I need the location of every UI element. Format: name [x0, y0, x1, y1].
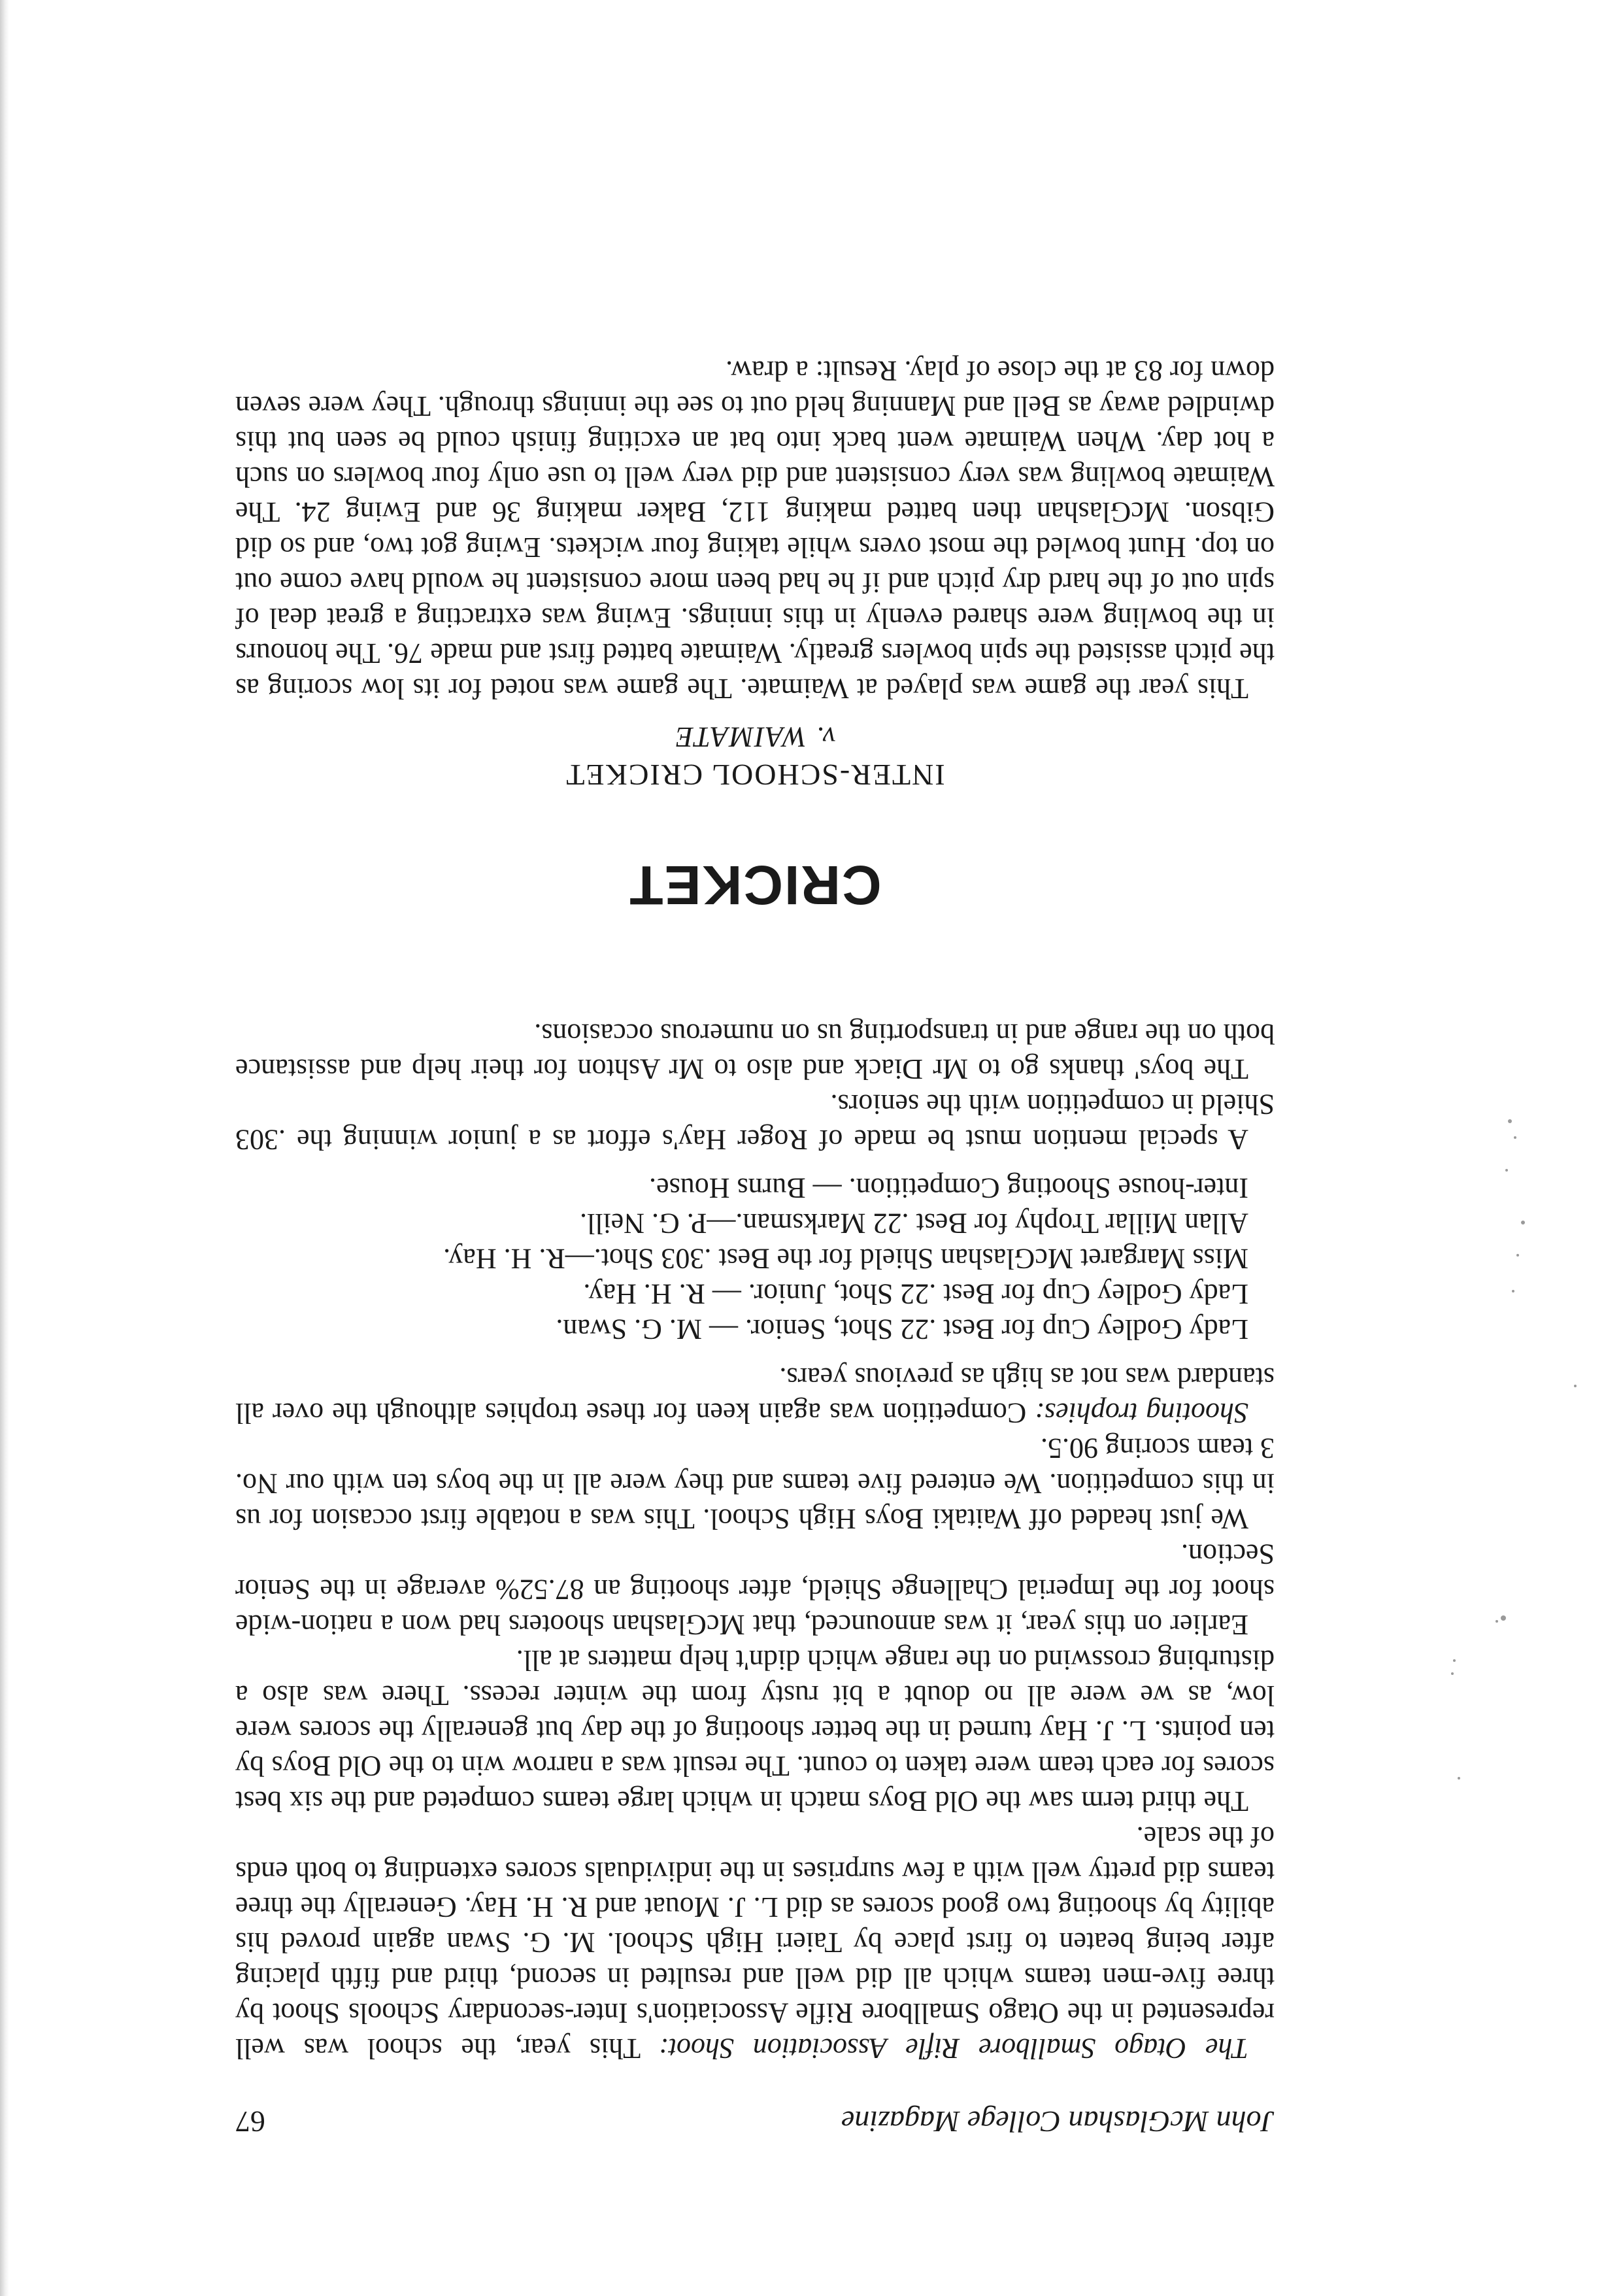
shooting-trophies-text: Competition was again keen for these trophies although the over all standard was not as high as previous years.	[235, 1362, 1275, 1429]
cricket-match-report: This year the game was played at Waimate. The game was noted for its low scoring as the pitch assisted the spin bowlers greatly. Waimate batted first and made 76. The honours in the bowling were shared evenly in this innings. Ewing was extracting a great deal of spin out of the hard dry pitch and if he had been more consistent he would have come out on top. Hunt bowled the most overs while taking four wickets. Ewing got two, and so did Gibson. McGlashan then batted making 112, Baker making 36 and Ewing 24. The Waimate bowling was very consistent and did very well to use only four bowlers on such a hot day. When Waimate went back into bat an exciting finish could be seen but this dwindled away as Bell and Manning held out to see the innings through. They were seven down for 83 at the close of play. Result: a draw.	[235, 355, 1275, 705]
shooting-paragraph-trophies	[235, 1360, 1275, 1430]
trophy-allan-millar: Allan Millar Trophy for Best .22 Marksman.—P. G. Neill.	[580, 1207, 1248, 1240]
shooting-paragraph-old-boys: The third term saw the Old Boys match in which large teams competed and the six best scores for each team were taken to count. The result was a narrow win to the Old Boys by ten points. L. J. Hay turned in the better shooting of the day but generally the scores were low, as we were all no doubt a bit rusty from the winter recess. There was also a disturbing crosswind on the range which didn't help matters at all.	[235, 1644, 1275, 1817]
trophy-senior-22: Lady Godley Cup for Best .22 Shot, Senior. — M. G. Swan.	[556, 1313, 1248, 1345]
magazine-title: John McGlashan College Magazine	[841, 2105, 1275, 2138]
shooting-paragraph-thanks: The boys' thanks go to Mr Diack and also to Mr Ashton for their help and assistance both on the range and in transporting us on numerous occasions.	[235, 1018, 1275, 1085]
inter-school-cricket-heading: INTER-SCHOOL CRICKET	[565, 758, 945, 792]
running-head	[235, 2104, 1275, 2139]
trophy-inter-house: Inter-house Shooting Competition. — Burns House.	[649, 1172, 1248, 1204]
otago-shoot-heading: The Otago Smallbore Rifle Association Shoot:	[659, 2033, 1248, 2065]
cricket-title: CRICKET	[628, 854, 882, 916]
versus-waimate: v. WAIMATE	[674, 721, 836, 753]
text-column	[235, 353, 1275, 2139]
page-number: 67	[235, 2105, 265, 2138]
otago-shoot-text: This year, the school was well represented in the Otago Smallbore Rifle Association's Inter-secondary Schools Shoot by three five-men teams which all did well and resulted in second, third and fifth placing after being beaten to first place by Taieri High School. M. G. Swan again proved his ability by shooting two good scores as did L. J. Mouat and R. H. Hay. Generally the three teams did pretty well with a few surprises in the individuals scores extending to both ends of the scale.	[235, 1821, 1275, 2065]
shooting-paragraph-waitaki: We just headed off Waitaki Boys High School. This was a notable first occasion for us in this competition. We entered five teams and they were all in the boys ten with our No. 3 team scoring 90.5.	[235, 1432, 1275, 1535]
shooting-paragraph-imperial-shield: Earlier on this year, it was announced, that McGlashan shooters had won a nation-wide shoot for the Imperial Challenge Shield, after shooting an 87.52% average in the Senior Section.	[235, 1538, 1275, 1641]
trophy-junior-22: Lady Godley Cup for Best .22 Shot, Junior. — R. H. Hay.	[583, 1278, 1248, 1310]
shooting-trophies-heading: Shooting trophies:	[1035, 1397, 1248, 1429]
trophy-303-shield: Miss Margaret McGlashan Shield for the Best .303 Shot.—R. H. Hay.	[443, 1243, 1248, 1275]
shooting-paragraph-otago	[235, 1819, 1275, 2066]
shooting-paragraph-roger-hay: A special mention must be made of Roger Hay's effort as a junior winning the .303 Shield in competition with the seniors.	[235, 1089, 1275, 1156]
